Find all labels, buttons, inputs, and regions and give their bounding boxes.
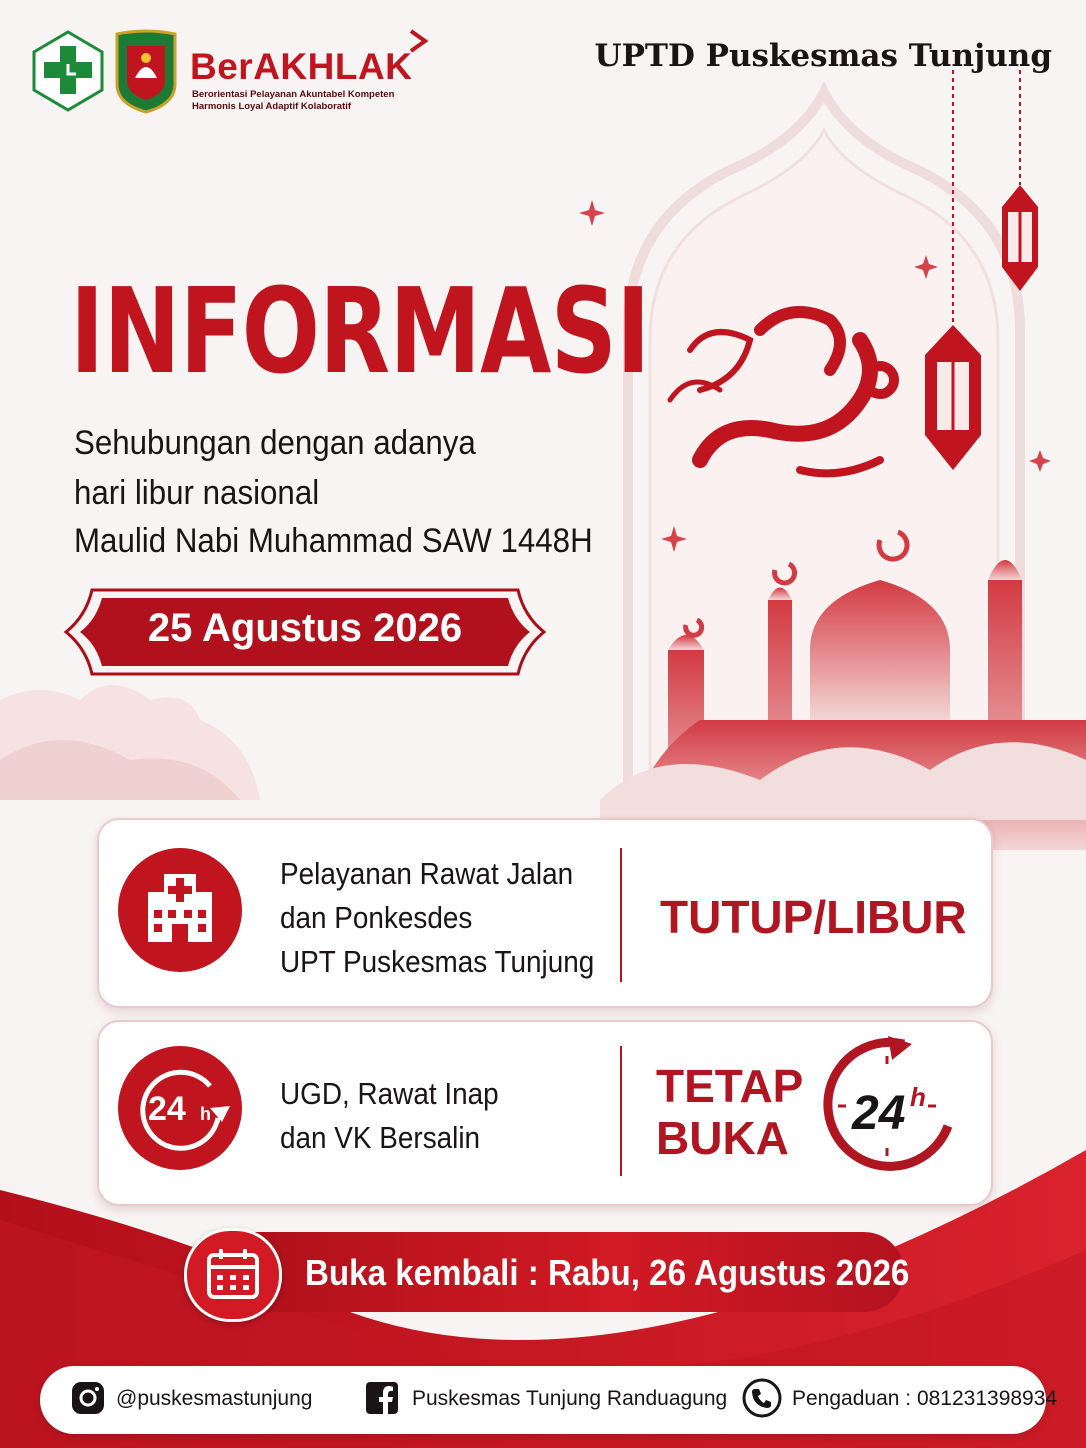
intro-line-1: Sehubungan dengan adanya [74, 424, 476, 462]
badge-24-number: 24 [852, 1087, 906, 1140]
hospital-icon [118, 848, 242, 972]
complaint-phone[interactable]: Pengaduan : 081231398934 [792, 1387, 1058, 1410]
facebook-page[interactable]: Puskesmas Tunjung Randuagung [412, 1387, 728, 1410]
service-closed-description [280, 852, 594, 984]
service-open-description [280, 1072, 499, 1160]
instagram-icon[interactable] [70, 1380, 106, 1416]
svg-text:24: 24 [148, 1090, 186, 1128]
intro-line-3: Maulid Nabi Muhammad SAW 1448H [74, 522, 593, 560]
berakhlak-subtitle-line1: Berorientasi Pelayanan Akuntabel Kompeten [192, 89, 395, 100]
page-title: INFORMASI [70, 262, 650, 400]
service-closed-line-1: Pelayanan Rawat Jalan [280, 856, 574, 891]
service-open-line-2: dan VK Bersalin [280, 1120, 481, 1155]
intro-line-2: hari libur nasional [74, 474, 320, 512]
calendar-icon-circle [184, 1228, 282, 1322]
facebook-icon[interactable] [364, 1380, 400, 1416]
phone-icon[interactable] [742, 1378, 782, 1418]
24h-icon-circle [118, 1046, 242, 1170]
hospital-icon-circle [118, 848, 242, 972]
status-open [656, 1060, 803, 1164]
kemenkes-logo [32, 30, 104, 112]
status-open-line-1: TETAP [656, 1060, 804, 1112]
instagram-handle[interactable]: @puskesmastunjung [116, 1387, 313, 1410]
berakhlak-title: BerAKHLAK [190, 46, 413, 87]
card-divider [620, 848, 622, 982]
status-closed: TUTUP/LIBUR [660, 891, 967, 943]
berakhlak-subtitle-line2: Harmonis Loyal Adaptif Kolaboratif [192, 101, 352, 112]
badge-24-unit: h [910, 1082, 926, 1112]
service-closed-line-2: dan Ponkesdes [280, 900, 473, 935]
org-title: UPTD Puskesmas Tunjung [594, 38, 1052, 74]
svg-text:h: h [200, 1104, 211, 1124]
service-open-line-1: UGD, Rawat Inap [280, 1076, 499, 1111]
status-open-line-2: BUKA [656, 1112, 789, 1164]
chevron-right-icon [405, 28, 431, 54]
24-hour-clock-icon [118, 1046, 242, 1170]
regency-crest-logo [113, 28, 179, 114]
service-closed-line-3: UPT Puskesmas Tunjung [280, 944, 595, 979]
calendar-icon [187, 1231, 279, 1319]
card-divider [620, 1046, 622, 1176]
holiday-date: 25 Agustus 2026 [147, 606, 463, 650]
reopen-text: Buka kembali : Rabu, 26 Agustus 2026 [305, 1252, 910, 1293]
berakhlak-subtitle [192, 89, 394, 113]
